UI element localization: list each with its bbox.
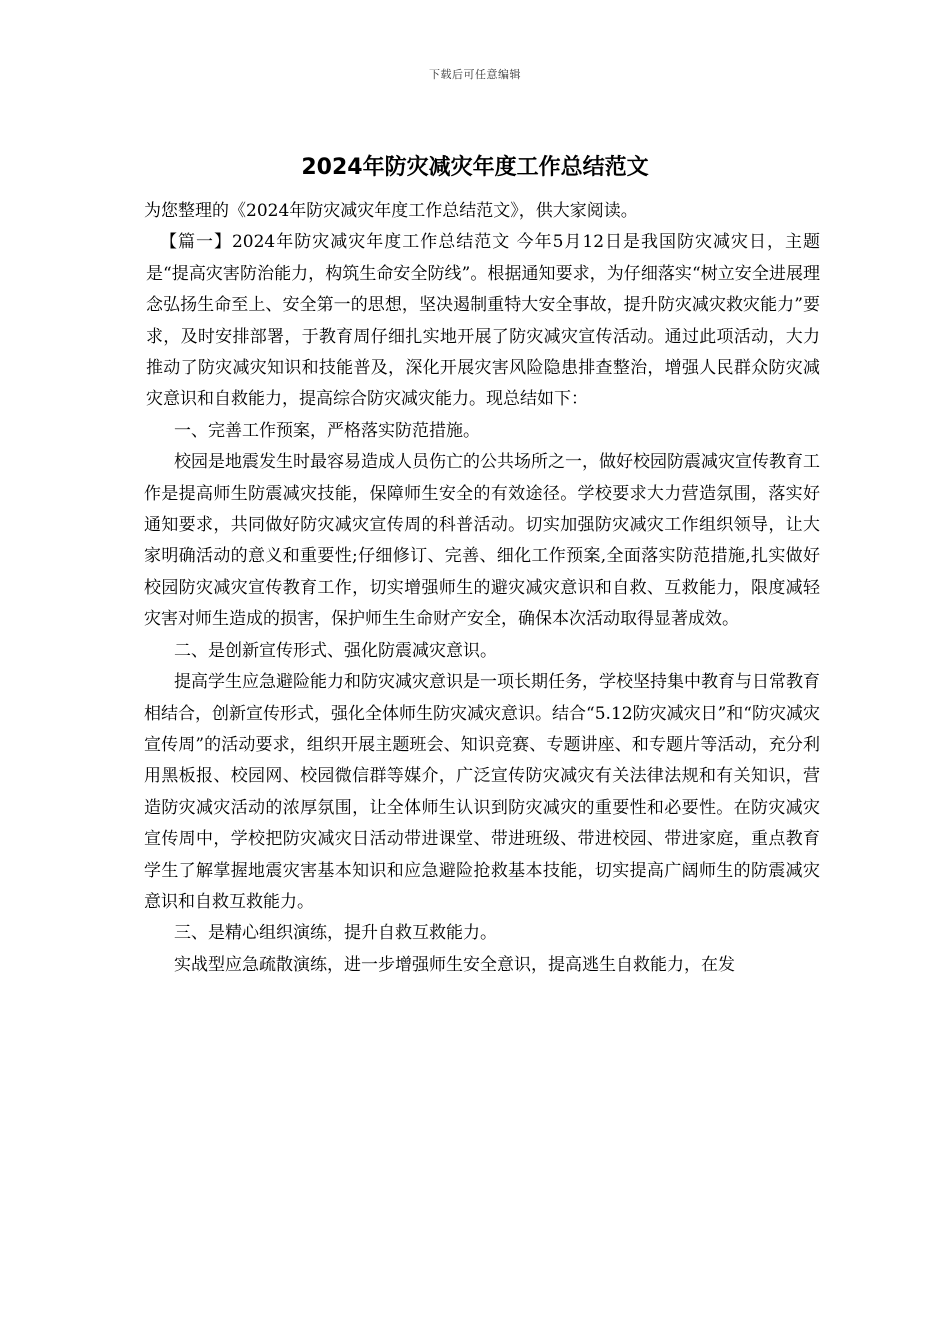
body-paragraph: 校园是地震发生时最容易造成人员伤亡的公共场所之一，做好校园防震减灾宣传教育工作是提高师生防震减灾技能，保障师生安全的有效途径。学校要求大力营造氛围，落实好通知要求，共同做好防灾减灾宣传周的科普活动。切实加强防灾减灾工作组织领导，让大家明确活动的意义和重要性;仔细修订、完善、细化工作预案,全面落实防范措施,扎实做好校园防灾减灾宣传教育工作，切实增强师生的避灾减灾意识和自救、互救能力，限度减轻灾害对师生造成的损害，保护师生生命财产安全，确保本次活动取得显著成效。 xyxy=(144,452,820,630)
section-heading-1: 一、完善工作预案，严格落实防范措施。 xyxy=(174,420,480,441)
body-paragraph: 实战型应急疏散演练，进一步增强师生安全意识，提高逃生自救能力，在发 xyxy=(174,954,735,975)
header-note: 下载后可任意编辑 xyxy=(429,68,521,81)
intro-paragraph: 为您整理的《2024年防灾减灾年度工作总结范文》，供大家阅读。 xyxy=(144,201,638,221)
section-heading-3: 三、是精心组织演练，提升自救互救能力。 xyxy=(174,923,497,944)
body-paragraph: 提高学生应急避险能力和防灾减灾意识是一项长期任务，学校坚持集中教育与日常教育相结合，创新宣传形式，强化全体师生防灾减灾意识。结合“5.12防灾减灾日”和“防灾减灾宣传周”的活动要求，组织开展主题班会、知识竞赛、专题讲座、和专题片等活动，充分利用黑板报、校园网、校园微信群等媒介，广泛宣传防灾减灾有关法律法规和有关知识，营造防灾减灾活动的浓厚氛围，让全体师生认识到防灾减灾的重要性和必要性。在防灾减灾宣传周中，学校把防灾减灾日活动带进课堂、带进班级、带进校园、带进家庭，重点教育学生了解掌握地震灾害基本知识和应急避险抢救基本技能，切实提高广阔师生的防震减灾意识和自救互救能力。 xyxy=(144,672,820,912)
document-body xyxy=(144,196,820,981)
section-heading-2: 二、是创新宣传形式、强化防震减灾意识。 xyxy=(174,640,497,661)
paragraph-part-one: 【篇一】2024年防灾减灾年度工作总结范文 今年5月12日是我国防灾减灾日，主题是“提高灾害防治能力，构筑生命安全防线”。根据通知要求，为仔细落实“树立安全进展理念弘扬生命至上、安全第一的思想，坚决遏制重特大安全事故，提升防灾减灾救灾能力”要求，及时安排部署，于教育周仔细扎实地开展了防灾减灾宣传活动。通过此项活动，大力推动了防灾减灾知识和技能普及，深化开展灾害风险隐患排查整治，增强人民群众防灾减灾意识和自救能力，提高综合防灾减灾能力。现总结如下： xyxy=(146,232,820,410)
document-title: 2024年防灾减灾年度工作总结范文 xyxy=(301,155,649,180)
